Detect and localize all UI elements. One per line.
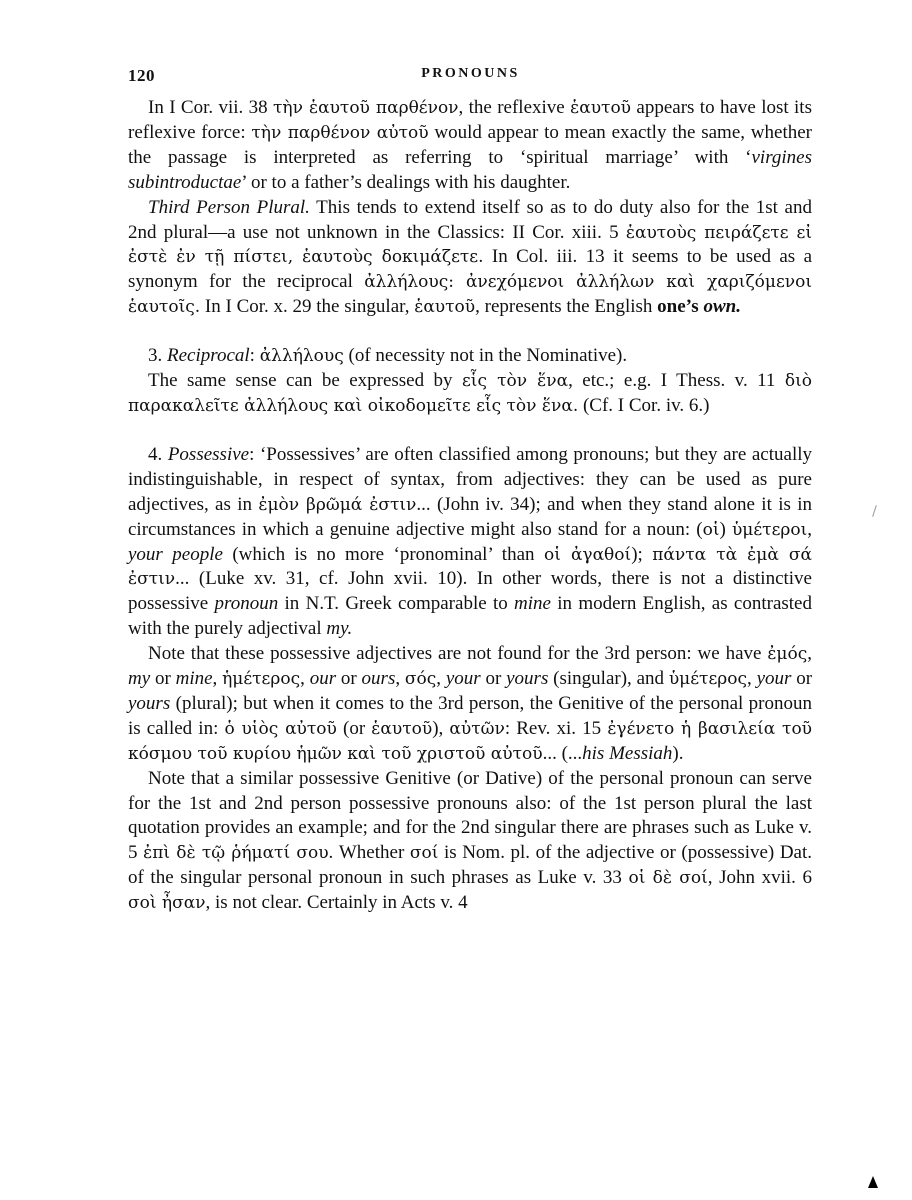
text-run: . Whether bbox=[328, 842, 410, 864]
page-number: 120 bbox=[128, 66, 155, 85]
text-run: , etc.; e.g. I Thess. v. 11 bbox=[568, 370, 785, 392]
paragraph bbox=[128, 767, 812, 916]
greek-text: τὴν ἑαυτοῦ παρθένον bbox=[273, 98, 459, 118]
paragraph bbox=[128, 369, 812, 419]
body-text bbox=[128, 96, 812, 916]
text-run: , bbox=[212, 668, 223, 690]
greek-text: σοὶ ἦσαν bbox=[128, 893, 206, 914]
text-run: (singular), and bbox=[548, 668, 669, 690]
text-run: ’ or to a father’s dealings with his daughter. bbox=[241, 171, 571, 193]
text-run: ... (Luke xv. 31, cf. John xvii. 10). In other words, there is not a distinctive possessive bbox=[128, 568, 812, 615]
greek-text: σοί bbox=[409, 843, 439, 864]
paragraph bbox=[128, 642, 812, 767]
text-run: 3. bbox=[148, 345, 167, 367]
greek-text: ὑμέτεροι bbox=[731, 519, 808, 540]
text-run: , bbox=[436, 668, 446, 690]
greek-text: τὴν παρθένον αὐτοῦ bbox=[251, 122, 429, 143]
italic-text: your bbox=[756, 668, 792, 690]
text-run: or bbox=[791, 668, 813, 690]
greek-text: ἐγένετο ἡ βασιλεία τοῦ κόσμου τοῦ κυρίου ἡμῶν καὶ τοῦ χριστοῦ αὐτοῦ bbox=[128, 718, 813, 764]
text-run: : Rev. xi. 15 bbox=[504, 717, 608, 739]
greek-text: ἐπὶ δὲ τῷ ῥήματί σου bbox=[143, 843, 329, 864]
greek-text: ἑαυτοῦ bbox=[371, 718, 433, 739]
greek-text: ἐμὸν βρῶμά ἐστιν bbox=[258, 494, 417, 515]
italic-text: virgines subintroductae bbox=[128, 146, 812, 193]
italic-text: Reciprocal bbox=[167, 345, 250, 367]
italic-text: Third Person Plural. bbox=[148, 196, 310, 218]
text-run: , bbox=[395, 668, 405, 690]
text-run: : bbox=[249, 345, 260, 367]
paragraph bbox=[128, 196, 812, 321]
text-run: , bbox=[807, 643, 812, 665]
text-run: ... (... bbox=[542, 742, 583, 764]
text-run: , bbox=[807, 518, 813, 540]
greek-text: ἑαυτοὺς πειράζετε εἰ ἐστὲ ἐν τῇ πίστει, ἑαυτοὺς δοκιμάζετε. bbox=[128, 222, 812, 268]
text-run: : ‘Possessives’ are often classified among pronouns; but they are actually indistinguishable, in respect of syntax, from adjectives: they can be used as pure adjectives, as in bbox=[128, 443, 812, 515]
italic-text: mine bbox=[175, 668, 213, 690]
italic-text: mine bbox=[514, 593, 551, 615]
italic-text: yours bbox=[506, 668, 549, 690]
running-title: PRONOUNS bbox=[421, 66, 520, 81]
text-run: Note that these possessive adjectives are not found for the 3rd person: we have bbox=[148, 643, 768, 665]
greek-text: σός bbox=[404, 669, 437, 690]
text-run: The same sense can be expressed by bbox=[148, 370, 462, 392]
greek-text: ἀλλήλους bbox=[259, 346, 344, 367]
text-run: (plural); but when it comes to the 3rd person, the Genitive of the personal pronoun is called in: bbox=[128, 692, 812, 739]
greek-text: οἱ bbox=[702, 519, 720, 540]
bold-text: one’s bbox=[657, 296, 699, 318]
greek-text: εἷς τὸν ἕνα bbox=[462, 371, 569, 392]
text-run: , bbox=[300, 668, 310, 690]
italic-text: pronoun bbox=[214, 593, 279, 615]
text-run: , bbox=[747, 668, 757, 690]
text-run: (or bbox=[336, 717, 372, 739]
text-run: (which is no more ‘pronominal’ than bbox=[222, 543, 544, 565]
greek-text: οἱ δὲ σοί bbox=[628, 868, 708, 889]
text-run: 4. bbox=[148, 443, 168, 465]
text-run: is Nom. pl. of the adjective or (possessive) Dat. of the singular personal pronoun in such phrases as Luke v. 33 bbox=[128, 842, 813, 889]
text-run: in modern English, as contrasted with the purely adjectival bbox=[128, 593, 812, 640]
italic-text: my bbox=[128, 668, 151, 690]
greek-text: ἑαυτοῦ bbox=[570, 98, 632, 118]
text-run: ). bbox=[672, 742, 684, 764]
greek-text: ὑμέτερος bbox=[668, 669, 747, 690]
italic-text: yours bbox=[128, 692, 171, 714]
text-run: appears to have lost its reflexive force: bbox=[128, 97, 812, 143]
text-run: In I Cor. vii. 38 bbox=[148, 97, 274, 118]
text-run: , is not clear. Certainly in Acts v. 4 bbox=[205, 892, 468, 914]
text-run: In Col. iii. 13 it seems to be used as a synonym for the reciprocal bbox=[128, 246, 813, 293]
text-run: in N.T. Greek comparable to bbox=[278, 593, 515, 615]
greek-text: διὸ παρακαλεῖτε ἀλλήλους καὶ οἰκοδομεῖτε εἷς τὸν ἕνα. bbox=[128, 371, 813, 416]
text-run: (of necessity not in the Nominative). bbox=[343, 345, 628, 367]
text-run: or bbox=[480, 668, 507, 690]
bold-italic-text: own. bbox=[703, 296, 741, 318]
paragraph bbox=[128, 443, 812, 642]
text-run: This tends to extend itself so as to do duty also for the 1st and 2nd plural—a use not unknown in the Classics: II Cor. xiii. 5 bbox=[128, 196, 812, 243]
greek-text: ἀλλήλους: ἀνεχόμενοι ἀλλήλων καὶ χαριζόμενοι ἑαυτοῖς. bbox=[128, 272, 812, 318]
italic-text: our bbox=[309, 668, 337, 690]
text-run: or bbox=[336, 668, 362, 690]
text-run: , represents the English bbox=[475, 296, 658, 318]
italic-text: your people bbox=[128, 543, 223, 565]
italic-text: his Messiah bbox=[582, 742, 673, 764]
text-run: ) bbox=[719, 518, 732, 540]
italic-text: ours bbox=[361, 668, 396, 690]
paragraph bbox=[128, 344, 812, 369]
text-run: ), bbox=[432, 717, 450, 739]
italic-text: Possessive bbox=[167, 443, 250, 465]
text-run: Note that a similar possessive Genitive (or Dative) of the personal pronoun can serve for the 1st and 2nd person possessive pronouns also: of the 1st person plural the last quotation provides an example; and for the 2nd singular there are phrases such as Luke v. 5 bbox=[128, 767, 812, 864]
greek-text: αὐτῶν bbox=[449, 718, 505, 739]
text-run: would appear to mean exactly the same, whether the passage is interpreted as referring to ‘spiritual marriage’ with ‘ bbox=[128, 121, 812, 168]
greek-text: πάντα τὰ ἐμὰ σά ἐστιν bbox=[128, 544, 812, 590]
text-run: ... (John iv. 34); and when they stand alone it is in circumstances in which a genuine adjective might also stand for a noun: ( bbox=[128, 493, 812, 540]
text-run: ); bbox=[631, 543, 653, 565]
corner-arrow-icon bbox=[868, 1176, 878, 1188]
text-run: , the reflexive bbox=[458, 97, 571, 118]
paragraph bbox=[128, 96, 812, 196]
text-run: or bbox=[150, 668, 176, 690]
greek-text: ἑαυτοῦ bbox=[414, 297, 476, 318]
greek-text: ἡμέτερος bbox=[222, 669, 301, 690]
text-run: In I Cor. x. 29 the singular, bbox=[200, 296, 415, 318]
greek-text: οἱ ἀγαθοί bbox=[543, 544, 632, 565]
italic-text: your bbox=[445, 668, 481, 690]
text-run: , John xvii. 6 bbox=[707, 867, 813, 889]
text-run: (Cf. I Cor. iv. 6.) bbox=[578, 394, 710, 416]
margin-pencil-mark bbox=[872, 505, 877, 517]
page-header bbox=[128, 66, 813, 88]
greek-text: ἐμός bbox=[767, 644, 808, 665]
italic-text: my. bbox=[326, 618, 353, 640]
greek-text: ὁ υἱὸς αὐτοῦ bbox=[224, 718, 337, 739]
